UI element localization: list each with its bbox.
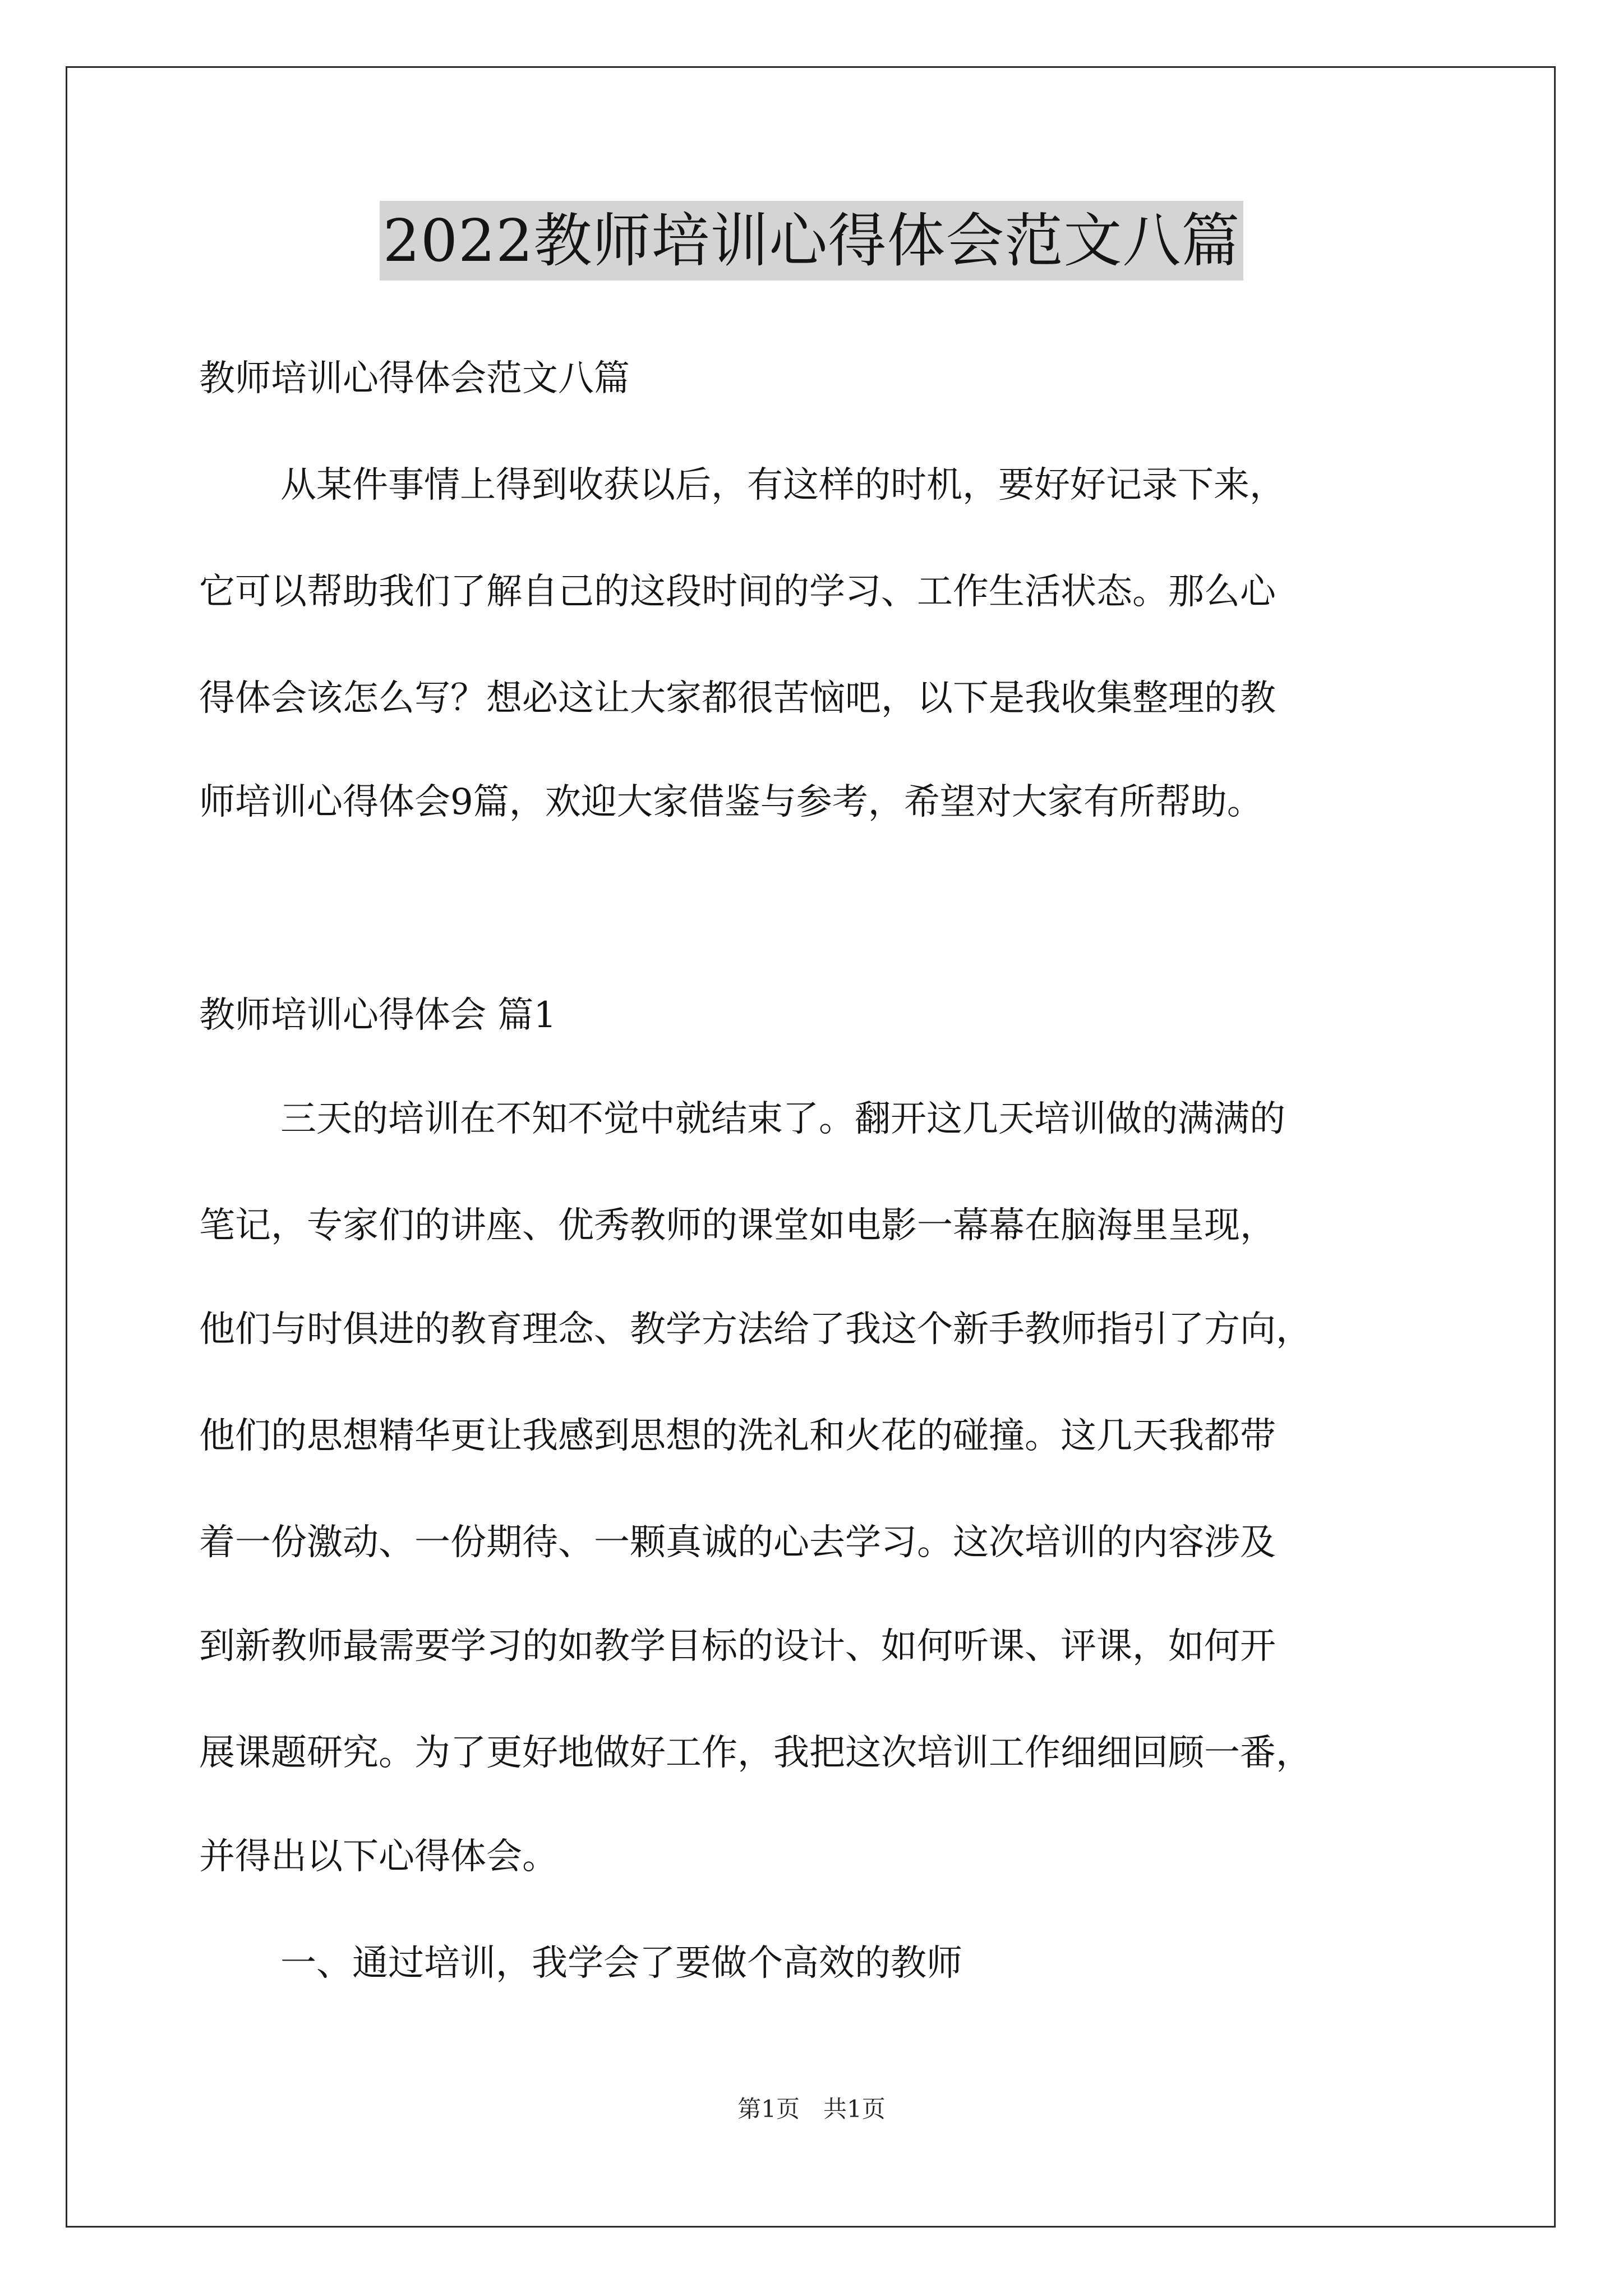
- section-heading: 教师培训心得体会 篇1: [199, 995, 557, 1036]
- title-container: [0, 201, 1623, 280]
- subtitle: 教师培训心得体会范文八篇: [199, 358, 630, 399]
- intro-line: 它可以帮助我们了解自己的这段时间的学习、工作生活状态。那么心: [199, 571, 1276, 613]
- intro-line: 师培训心得体会9篇，欢迎大家借鉴与参考，希望对大家有所帮助。: [199, 781, 1263, 823]
- body-line: 到新教师最需要学习的如教学目标的设计、如何听课、评课，如何开: [199, 1626, 1276, 1667]
- document-title: 2022教师培训心得体会范文八篇: [380, 201, 1244, 280]
- body-line: 他们的思想精华更让我感到思想的洗礼和火花的碰撞。这几天我都带: [199, 1415, 1276, 1457]
- intro-line: 从某件事情上得到收获以后，有这样的时机，要好好记录下来，: [280, 464, 1285, 506]
- intro-line: 得体会该怎么写？想必这让大家都很苦恼吧，以下是我收集整理的教: [199, 678, 1276, 719]
- page-footer: 第1页 共1页: [737, 2095, 886, 2123]
- point-heading: 一、通过培训，我学会了要做个高效的教师: [280, 1943, 962, 1984]
- body-line: 展课题研究。为了更好地做好工作，我把这次培训工作细细回顾一番，: [199, 1732, 1312, 1774]
- body-line: 着一份激动、一份期待、一颗真诚的心去学习。这次培训的内容涉及: [199, 1522, 1276, 1563]
- body-line: 笔记，专家们的讲座、优秀教师的课堂如电影一幕幕在脑海里呈现，: [199, 1205, 1276, 1246]
- body-line: 并得出以下心得体会。: [199, 1836, 558, 1878]
- body-line: 三天的培训在不知不觉中就结束了。翻开这几天培训做的满满的: [280, 1098, 1285, 1140]
- body-line: 他们与时俱进的教育理念、教学方法给了我这个新手教师指引了方向，: [199, 1309, 1312, 1350]
